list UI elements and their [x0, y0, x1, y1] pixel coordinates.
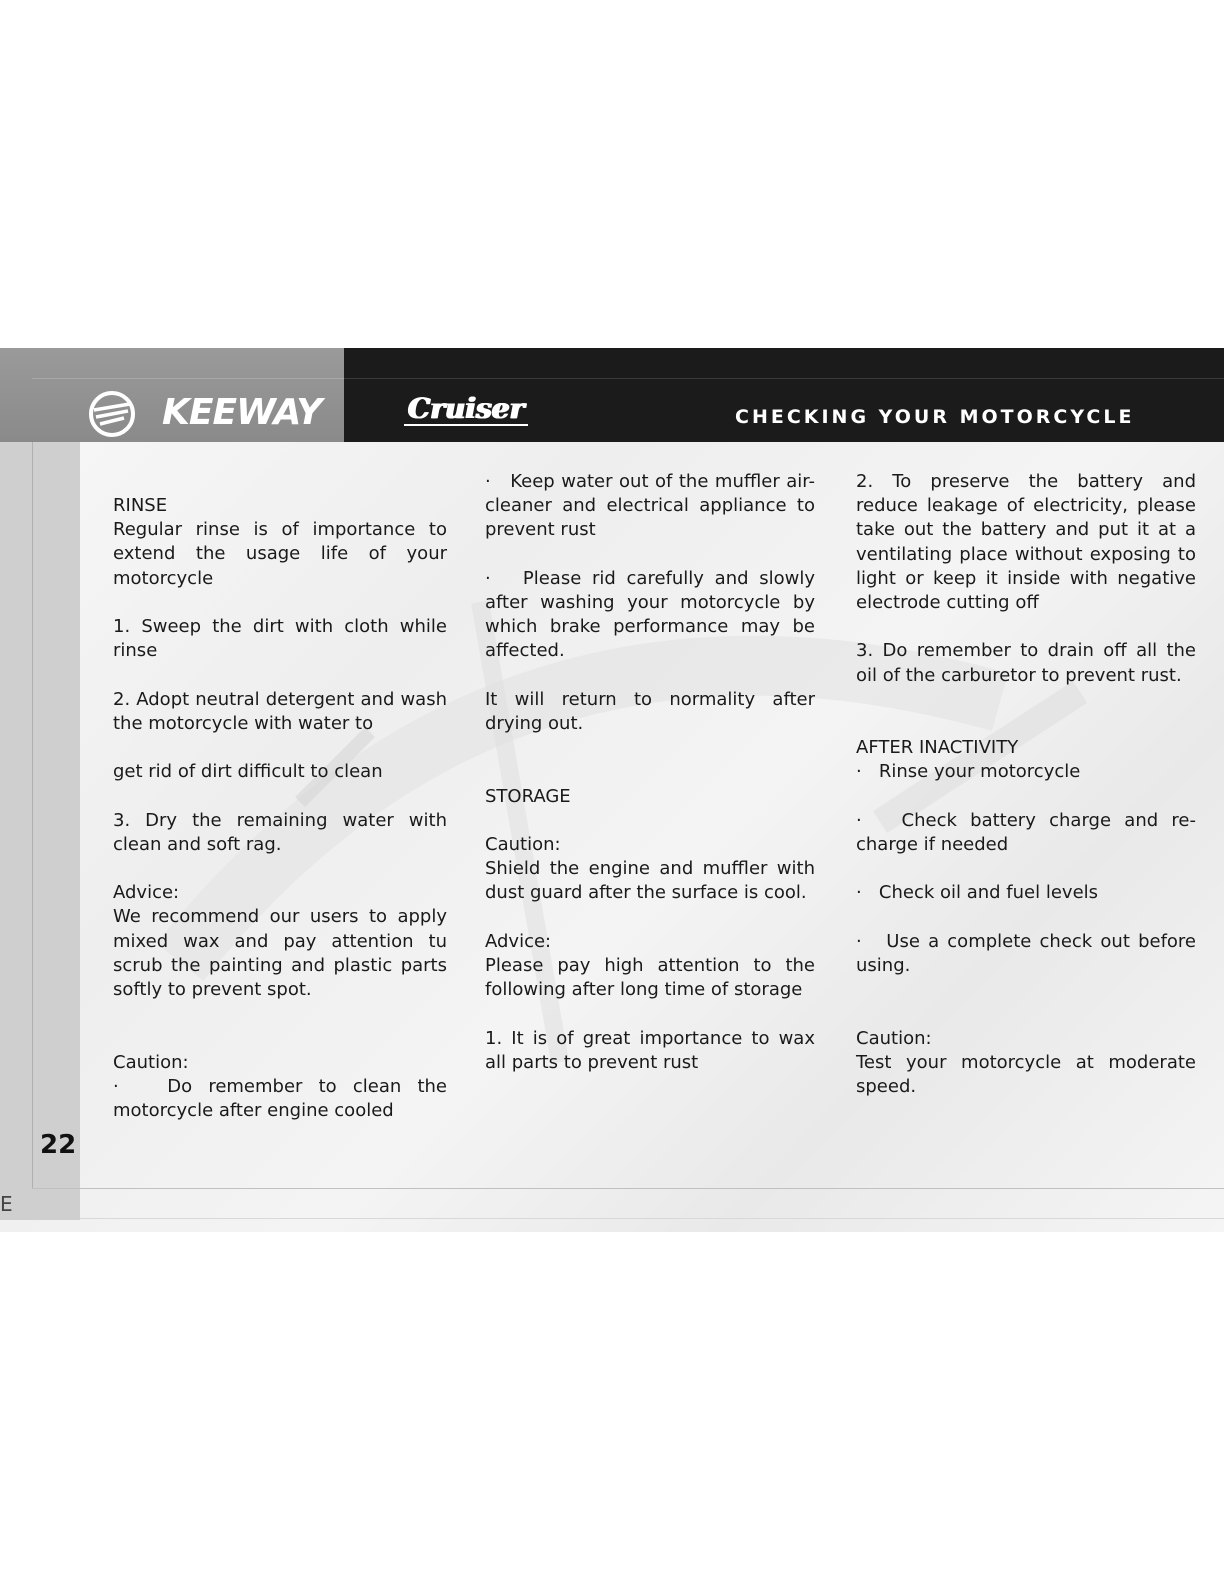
advice-label: Advice:: [113, 882, 180, 904]
column-inactivity: [856, 470, 1196, 1099]
column-rinse: [113, 494, 447, 1123]
rinse-heading: RINSE: [113, 495, 168, 516]
storage-caution-label: Caution:: [485, 833, 561, 855]
storage-caution-text: Shield the engine and muffler with dust guard after the surface is cool.: [485, 858, 815, 904]
storage-item-3: 3. Do remember to drain off all the oil of the carburetor to prevent rust.: [856, 640, 1196, 686]
storage-heading: STORAGE: [485, 785, 571, 807]
brand-name: KEEWAY: [162, 392, 322, 433]
inactivity-bullet-check: · Use a complete check out before using.: [856, 930, 1196, 978]
sidebar-rule: [32, 442, 33, 1188]
inactivity-caution-text: Test your motorcycle at moderate speed.: [856, 1051, 1196, 1097]
language-edge-letter: E: [0, 1192, 13, 1216]
inactivity-bullet-battery: · Check battery charge and re-charge if needed: [856, 809, 1196, 857]
keeway-logo-icon: [86, 390, 138, 438]
section-title: CHECKING YOUR MOTORCYCLE: [735, 406, 1135, 428]
inactivity-heading: AFTER INACTIVITY: [856, 737, 1019, 759]
caution-bullet: · Do remember to clean the motorcycle after engine cooled: [113, 1075, 447, 1123]
caution-label: Caution:: [113, 1051, 189, 1073]
advice-text: We recommend our users to apply mixed wax and pay attention tu scrub the painting and plastic parts softly to prevent spot.: [113, 906, 447, 1000]
page-sidebar: [0, 442, 80, 1220]
inactivity-caution-label: Caution:: [856, 1027, 932, 1049]
rinse-step-1: 1. Sweep the dirt with cloth while rinse: [113, 616, 447, 662]
content-area: [0, 442, 1224, 1232]
header-divider: [344, 378, 1224, 379]
rinse-step-2: 2. Adopt neutral detergent and wash the motorcycle with water to: [113, 688, 447, 734]
storage-advice-text: Please pay high attention to the following after long time of storage: [485, 954, 815, 1001]
column-storage: [485, 470, 815, 1075]
footer-rule-secondary: [80, 1218, 1224, 1219]
model-name: Cruiser: [404, 394, 528, 426]
page-number: 22: [40, 1130, 77, 1160]
muffler-bullet: · Keep water out of the muffler air-cleaner and electrical appliance to prevent rust: [485, 470, 815, 543]
inactivity-bullet-rinse: · Rinse your motorcycle: [856, 760, 1196, 784]
normality-text: It will return to normality after drying out.: [485, 688, 815, 734]
rinse-step-3: 3. Dry the remaining water with clean and soft rag.: [113, 809, 447, 855]
storage-advice-label: Advice:: [485, 930, 552, 952]
inactivity-bullet-oil: · Check oil and fuel levels: [856, 881, 1196, 905]
header-divider-left: [32, 378, 344, 379]
storage-item-1: 1. It is of great importance to wax all parts to prevent rust: [485, 1027, 815, 1073]
brake-bullet: · Please rid carefully and slowly after washing your motorcycle by which brake performance may be affected.: [485, 567, 815, 664]
footer-rule: [32, 1188, 1224, 1189]
storage-item-2: 2. To preserve the battery and reduce leakage of electricity, please take out the battery and put it at a ventilating place without exposing to light or keep it inside with negative electrode cutting off: [856, 471, 1196, 614]
rinse-step-2-continued: get rid of dirt difficult to clean: [113, 761, 383, 783]
rinse-intro: Regular rinse is of importance to extend the usage life of your motorcycle: [113, 519, 447, 589]
manual-page: [0, 348, 1224, 1232]
